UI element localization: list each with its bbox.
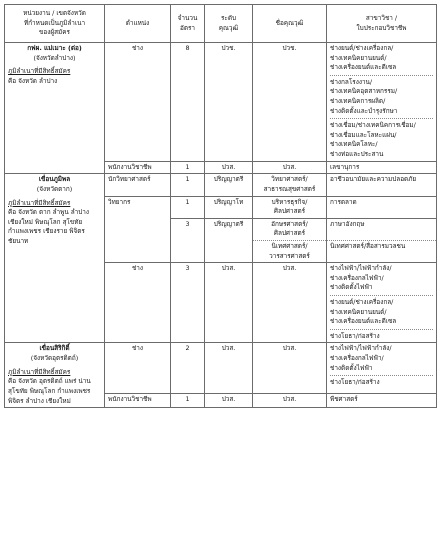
table-row (5, 343, 437, 394)
level-cell: ปวช. (205, 43, 253, 162)
degree-cell: นิเทศศาสตร์/ วารสารศาสตร์ (253, 240, 327, 262)
unit-cell: เขื่อนภูมิพล (จังหวัดตาก) ภูมิลำเนาที่มีสิทธิ์สมัคร คือ จังหวัด ตาก ลำพูน ลำปาง เชียงใหม่ พิษณุโลก สุโขทัย กำแพงเพชร เชียงราย พิจิตร ชัยนาท (5, 174, 105, 343)
degree-cell: ปวช. (253, 43, 327, 162)
position-cell: ช่าง (105, 43, 171, 162)
header-unit: หน่วยงาน / เขตจังหวัด ที่กำหนดเป็นภูมิลำเนา ของผู้สมัคร (5, 5, 105, 43)
major-cell: เลขานุการ (327, 161, 437, 174)
major-cell: การตลาด (327, 196, 437, 218)
major-group: ช่างกลโรงงาน/ ช่างเทคนิคอุตสาหกรรม/ ช่างเทคนิคการผลิต/ ช่างติดตั้งและบำรุงรักษา (330, 78, 433, 119)
level-cell: ปวส. (205, 263, 253, 343)
degree-cell: บริหารธุรกิจ/ ศิลปศาสตร์ (253, 196, 327, 218)
position-cell: พนักงานวิชาชีพ (105, 394, 171, 408)
major-cell (327, 343, 437, 394)
degree-cell: ปวส. (253, 394, 327, 408)
major-group: ช่างไฟฟ้า/ไฟฟ้ากำลัง/ ช่างเครื่องกลไฟฟ้า/ ช่างติดตั้งไฟฟ้า (330, 344, 433, 376)
position-cell: ช่าง (105, 263, 171, 343)
table-row (5, 43, 437, 162)
unit-cell: กฟผ. แม่เมาะ (ต่อ) (จังหวัดลำปาง) ภูมิลำเนาที่มีสิทธิ์สมัคร คือ จังหวัด ลำปาง (5, 43, 105, 174)
count-cell: 8 (171, 43, 205, 162)
header-degree: ชื่อคุณวุฒิ (253, 5, 327, 43)
major-cell (327, 43, 437, 162)
major-group: ช่างโยธา/ก่อสร้าง (330, 378, 380, 387)
major-cell (327, 263, 437, 343)
count-cell: 1 (171, 174, 205, 196)
major-group: ช่างยนต์/ช่างเครื่องกล/ ช่างเทคนิคยานยนต์/ ช่างเครื่องยนต์และดีเซล (330, 44, 433, 76)
major-group: ช่างยนต์/ช่างเครื่องกล/ ช่างเทคนิคยานยนต์/ ช่างเครื่องยนต์และดีเซล (330, 298, 433, 330)
position-cell: พนักงานวิชาชีพ (105, 161, 171, 174)
major-cell: พืชศาสตร์ (327, 394, 437, 408)
unit-cell: เขื่อนสิริกิติ์ (จังหวัดอุตรดิตถ์) ภูมิลำเนาที่มีสิทธิ์สมัคร คือ จังหวัด อุตรดิตถ์ แพร่ น่าน สุโขทัย พิษณุโลก กำแพงเพชร พิจิตร ลำปาง เชียงใหม่ (5, 343, 105, 408)
header-count: จำนวน อัตรา (171, 5, 205, 43)
major-cell: นิเทศศาสตร์/สื่อสารมวลชน (327, 240, 437, 262)
count-cell: 1 (171, 196, 205, 218)
level-cell: ปวส. (205, 161, 253, 174)
degree-cell: ปวส. (253, 343, 327, 394)
major-group: ช่างเชื่อม/ช่างเทคนิคการเชื่อม/ ช่างเชื่อมและโลหะแผ่น/ ช่างเทคนิคโลหะ/ ช่างท่อและประสาน (330, 121, 416, 159)
position-cell: นักวิทยาศาสตร์ (105, 174, 171, 196)
header-major: สาขาวิชา / ใบประกอบวิชาชีพ (327, 5, 437, 43)
count-cell: 1 (171, 394, 205, 408)
level-cell: ปริญญาโท (205, 196, 253, 218)
count-cell: 2 (171, 343, 205, 394)
count-cell: 3 (171, 218, 205, 262)
degree-cell: ปวส. (253, 263, 327, 343)
level-cell: ปวส. (205, 343, 253, 394)
major-group: ช่างไฟฟ้า/ไฟฟ้ากำลัง/ ช่างเครื่องกลไฟฟ้า/ ช่างติดตั้งไฟฟ้า (330, 264, 433, 296)
position-cell: ช่าง (105, 343, 171, 394)
level-cell: ปริญญาตรี (205, 174, 253, 196)
level-cell: ปวส. (205, 394, 253, 408)
header-position: ตำแหน่ง (105, 5, 171, 43)
count-cell: 1 (171, 161, 205, 174)
header-level: ระดับ คุณวุฒิ (205, 5, 253, 43)
major-group: ช่างโยธา/ก่อสร้าง (330, 331, 380, 340)
degree-cell: วิทยาศาสตร์/ สาธารณสุขศาสตร์ (253, 174, 327, 196)
degree-cell: อักษรศาสตร์/ ศิลปศาสตร์ (253, 218, 327, 240)
table-row (5, 174, 437, 196)
position-cell: วิทยากร (105, 196, 171, 263)
major-cell: ภาษาอังกฤษ (327, 218, 437, 240)
level-cell: ปริญญาตรี (205, 218, 253, 262)
major-cell: อาชีวอนามัยและความปลอดภัย (327, 174, 437, 196)
count-cell: 3 (171, 263, 205, 343)
degree-cell: ปวส. (253, 161, 327, 174)
job-positions-table (4, 4, 437, 408)
table-header-row (5, 5, 437, 43)
